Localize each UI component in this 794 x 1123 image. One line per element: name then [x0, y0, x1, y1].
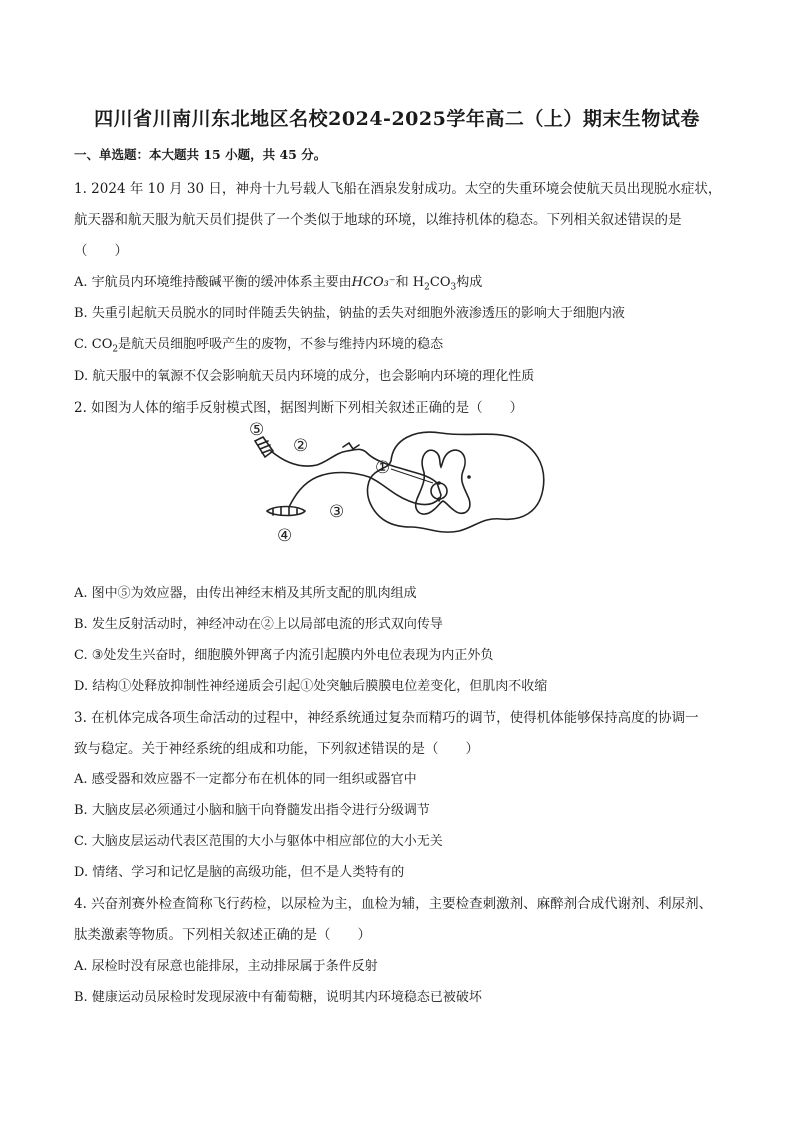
- q4-stem-line1: 4. 兴奋剂赛外检查简称飞行药检，以尿检为主，血检为辅，主要检查刺激剂、麻醉剂合成代谢剂、利尿剂、: [74, 896, 713, 912]
- q3-option-c: C. 大脑皮层运动代表区范围的大小与躯体中相应部位的大小无关: [74, 834, 443, 849]
- label-4: ④: [277, 526, 293, 546]
- q4-option-a: A. 尿检时没有尿意也能排尿，主动排尿属于条件反射: [74, 959, 378, 974]
- subscript: 3: [450, 282, 457, 293]
- q3-stem-line2: 致与稳定。关于神经系统的组成和功能，下列叙述错误的是（ ）: [74, 741, 479, 757]
- subscript: 2: [112, 344, 119, 355]
- q1-option-a-co: CO: [429, 275, 451, 290]
- q1-option-a-end: 构成: [456, 275, 483, 290]
- q1-option-a-mid: 和 H: [395, 275, 425, 290]
- q1-option-c-end: 是航天员细胞呼吸产生的废物，不参与维持内环境的稳态: [118, 337, 444, 352]
- q1-option-b: B. 失重引起航天员脱水的同时伴随丢失钠盐，钠盐的丢失对细胞外液渗透压的影响大于细胞内液: [74, 306, 625, 321]
- reflex-arc-diagram: [243, 417, 553, 547]
- q1-stem-line1: 1. 2024 年 10 月 30 日，神舟十九号载人飞船在酒泉发射成功。太空的失重环境会使航天员出现脱水症状，: [74, 181, 722, 197]
- q2-stem: 2. 如图为人体的缩手反射模式图，据图判断下列相关叙述正确的是（ ）: [74, 400, 524, 416]
- q2-option-d: D. 结构①处释放抑制性神经递质会引起①处突触后膜膜电位差变化，但肌肉不收缩: [74, 679, 548, 694]
- q2-option-c: C. ③处发生兴奋时，细胞膜外钾离子内流引起膜内外电位表现为内正外负: [74, 648, 494, 663]
- page-title: 四川省川南川东北地区名校2024-2025学年高二（上）期末生物试卷: [94, 108, 700, 130]
- subscript: 2: [424, 282, 430, 293]
- q3-option-d: D. 情绪、学习和记忆是脑的高级功能，但不是人类特有的: [74, 865, 405, 880]
- spinal-cord-outline: [368, 432, 544, 532]
- q1-option-c: [74, 333, 443, 355]
- section-heading: 一、单选题：本大题共 15 小题，共 45 分。: [74, 147, 327, 162]
- ganglion-mark: [343, 443, 359, 449]
- q1-stem-line2: 航天器和航天服为航天员们提供了一个类似于地球的环境，以维持机体的稳态。下列相关叙述错误的是: [74, 212, 682, 228]
- q1-option-a-text: A. 宇航员内环境维持酸碱平衡的缓冲体系主要由: [74, 275, 352, 290]
- q1-stem-line3: （ ）: [74, 243, 128, 259]
- q1-option-d: D. 航天服中的氧源不仅会影响航天员内环境的成分，也会影响内环境的理化性质: [74, 369, 535, 384]
- q4-option-b: B. 健康运动员尿检时发现尿液中有葡萄糖，说明其内环境稳态已被破坏: [74, 990, 482, 1005]
- label-5: ⑤: [249, 420, 265, 440]
- q1-option-c-text: C. CO: [74, 337, 113, 352]
- label-1: ①: [375, 458, 391, 478]
- q3-stem-line1: 3. 在机体完成各项生命活动的过程中，神经系统通过复杂而精巧的调节，使得机体能够保持高度的协调一: [74, 710, 699, 726]
- q2-option-a: A. 图中⑤为效应器，由传出神经末梢及其所支配的肌肉组成: [74, 586, 417, 601]
- q3-option-a: A. 感受器和效应器不一定都分布在机体的同一组织或器官中: [74, 772, 417, 787]
- q4-stem-line2: 肽类激素等物质。下列相关叙述正确的是（ ）: [74, 927, 371, 943]
- q2-option-b: B. 发生反射活动时，神经冲动在②上以局部电流的形式双向传导: [74, 617, 443, 632]
- q1-option-a: [74, 271, 482, 293]
- q3-option-b: B. 大脑皮层必须通过小脑和脑干向脊髓发出指令进行分级调节: [74, 803, 430, 818]
- label-3: ③: [329, 502, 345, 522]
- label-2: ②: [293, 436, 309, 456]
- bicarbonate-formula: HCO₃⁻: [351, 275, 396, 290]
